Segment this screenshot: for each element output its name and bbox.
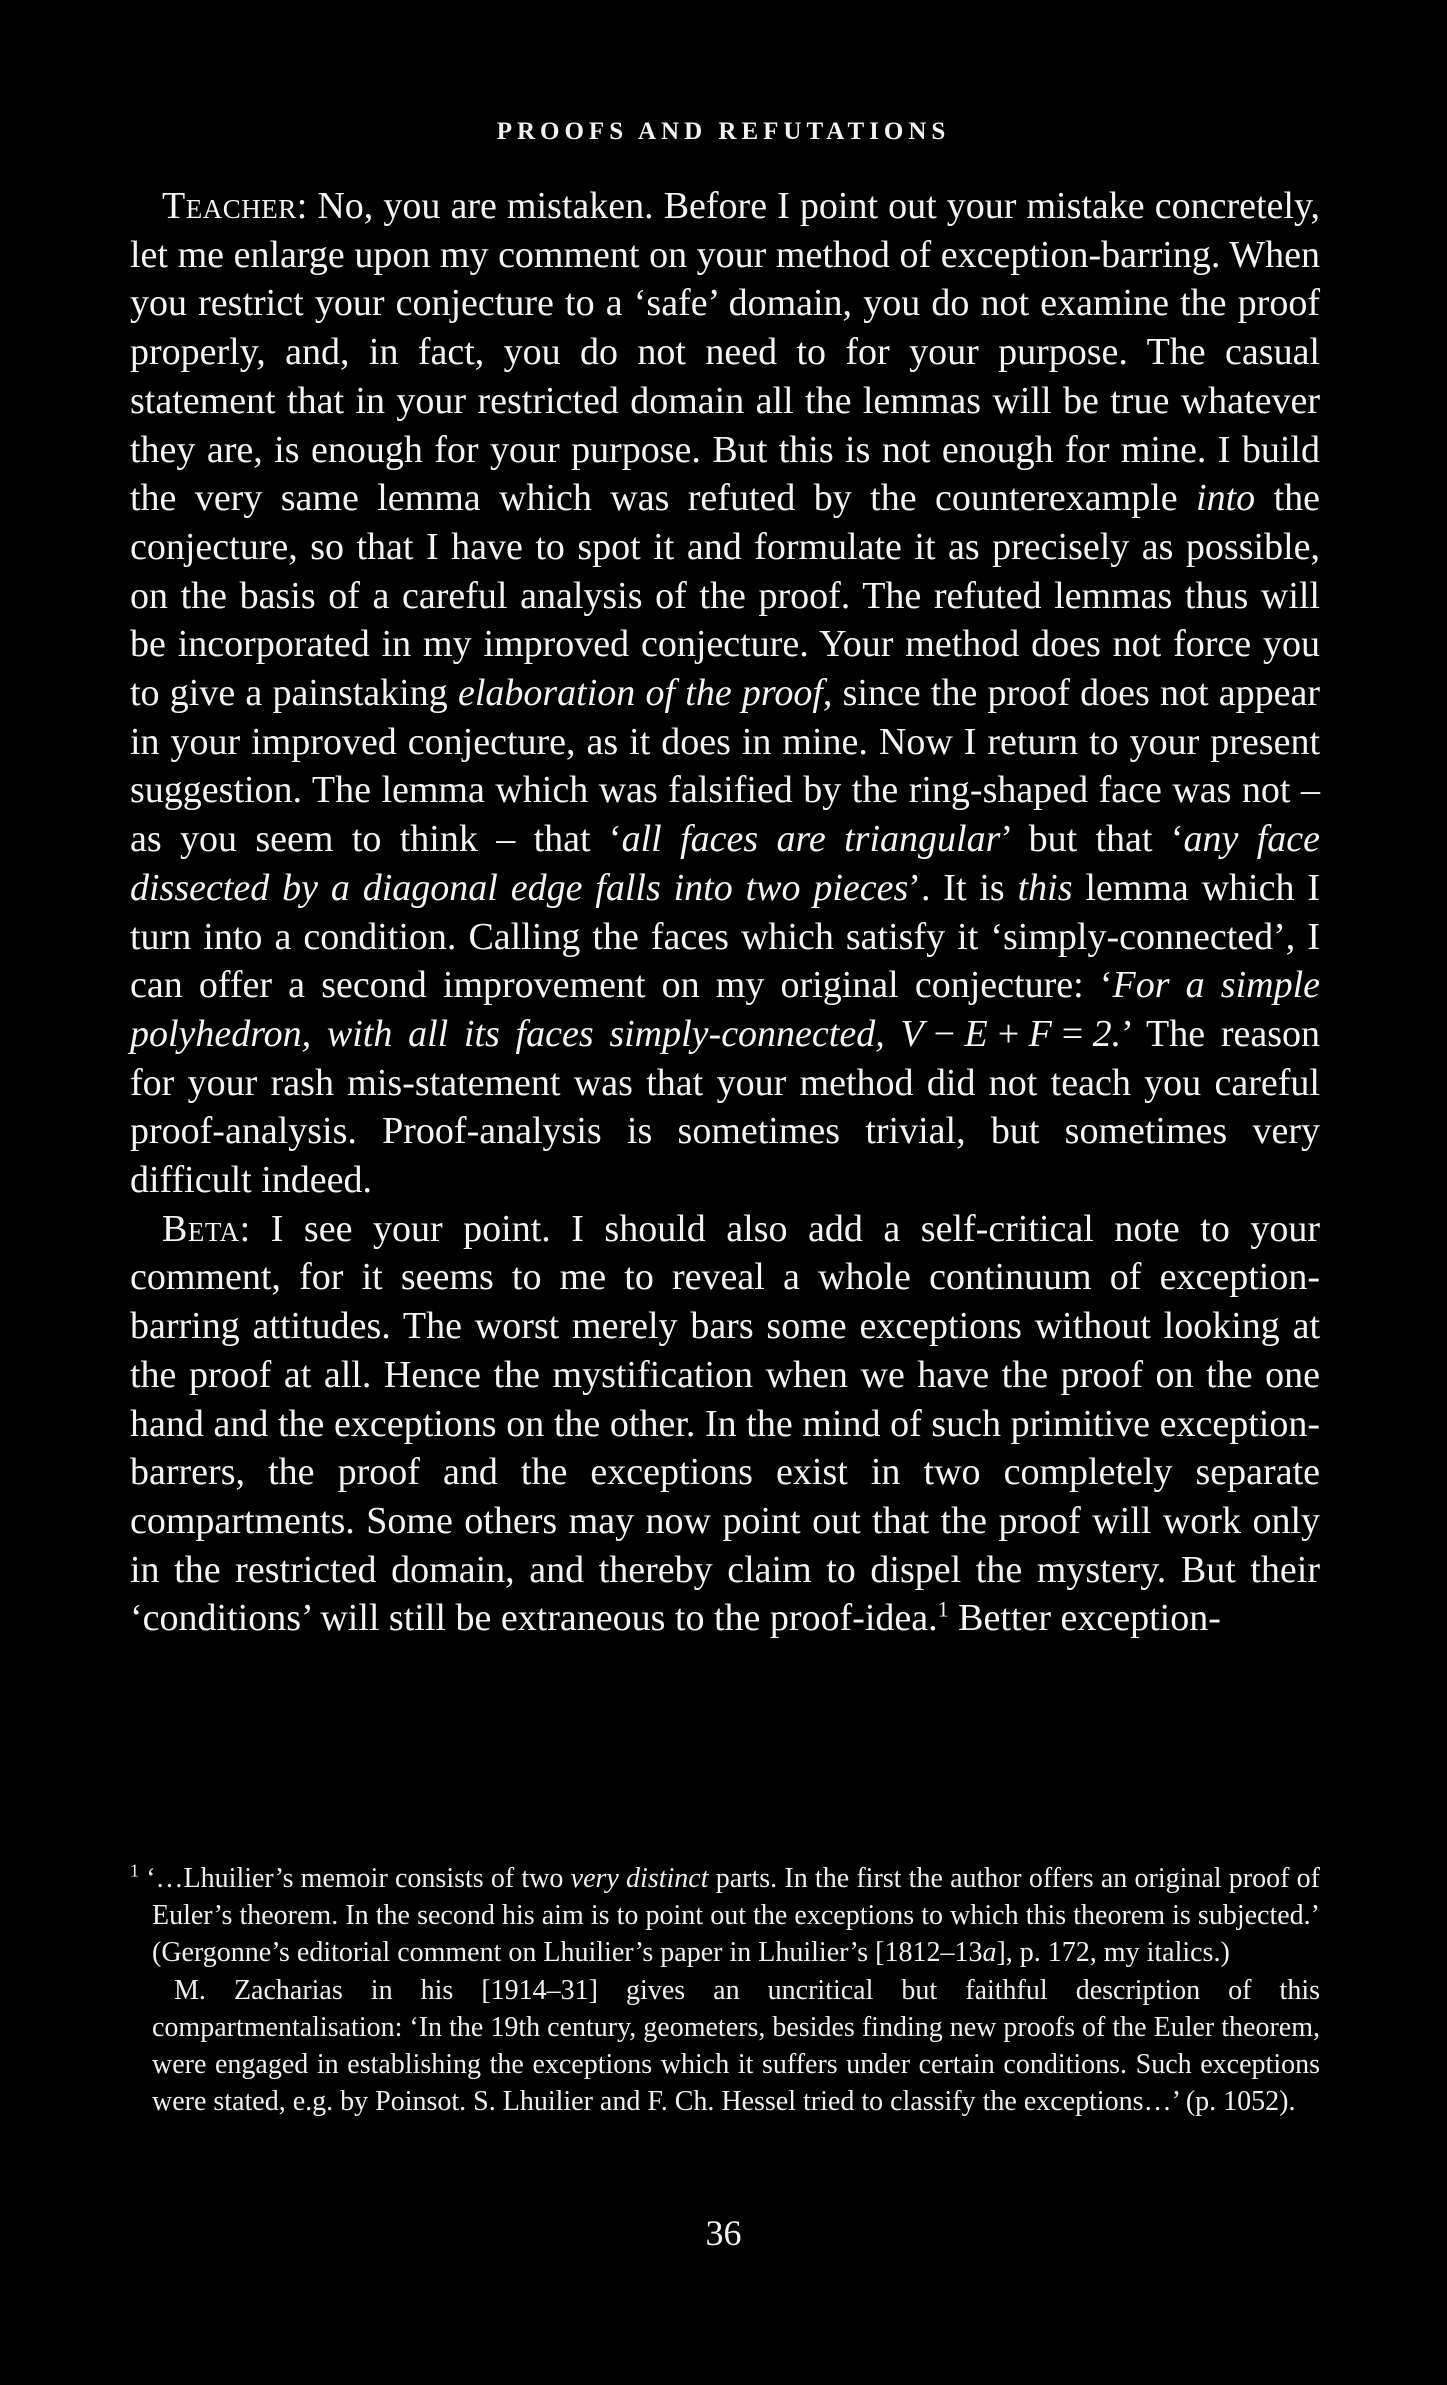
italic-text: very distinct	[570, 1863, 709, 1894]
running-head: PROOFS AND REFUTATIONS	[496, 118, 951, 145]
italic-text: For a simple polyhedron, with all its faces simply-connected, V − E + F = 2.	[130, 964, 1321, 1055]
italic-text: into	[1196, 477, 1256, 520]
text-run: , since the proof does not appear in your improved conjecture, as it does in mine. Now I return to your present suggestion. The lemma which was falsified by the ring-shaped face was not – as you seem to think – that ‘	[130, 672, 1320, 861]
paragraph-beta	[130, 1205, 1320, 1643]
text-run: M. Zacharias in his [1914–31] gives an uncritical but faithful description of this compartmentalisation: ‘In the 19th century, geometers, besides finding new proofs of the Euler theorem, were engaged in establishing the exceptions which it suffers under certain conditions. Such exceptions were stated, e.g. by Poinsot. S. Lhuilier and F. Ch. Hessel tried to classify the exceptions…’ (p. 1052).	[152, 1974, 1320, 2118]
speaker-label: Teacher	[162, 185, 297, 227]
text-run: : No, you are mistaken. Before I point out your mistake concretely, let me enlarge upon my comment on your method of exception-barring. When you restrict your conjecture to a ‘safe’ domain, you do not examine the proof properly, and, in fact, you do not need to for your purpose. The casual statement that in your restricted domain all the lemmas will be true whatever they are, is enough for your purpose. But this is not enough for mine. I build the very same lemma which was refuted by the counterexample	[130, 185, 1320, 520]
text-run: ‘…Lhuilier’s memoir consists of two	[146, 1863, 571, 1894]
italic-text: a	[982, 1937, 997, 1969]
italic-text: this	[1017, 866, 1073, 909]
footnote-reference[interactable]: 1	[937, 1596, 949, 1622]
text-run: lemma which I turn into a condition. Calling the faces which satisfy it ‘simply-connected’, I can offer a second improvement on my original conjecture: ‘	[130, 866, 1320, 1007]
text-run: ’ but that ‘	[1000, 818, 1184, 861]
text-run: ’ The reason for your rash mis-statement was that your method did not teach you careful proof-analysis. Proof-analysis is sometimes trivial, but sometimes very difficult indeed.	[130, 1012, 1320, 1202]
text-run: parts. In the first the author offers an original proof of Euler’s theorem. In the second his aim is to point out the exceptions to which this theorem is subjected.’ (Gergonne’s editorial comment on Lhuilier’s paper in Lhuilier’s [1812–13	[152, 1863, 1320, 1969]
text-run: ’. It is	[908, 866, 1018, 909]
text-run: Better exception-	[948, 1597, 1221, 1640]
italic-text: all faces are triangular	[621, 818, 1001, 861]
paragraph-teacher	[130, 182, 1320, 1205]
italic-text: any face dissected by a diagonal edge falls into two pieces	[130, 818, 1321, 909]
footnote-1-continuation	[130, 1972, 1320, 2121]
page-number: 36	[705, 2213, 742, 2253]
footnote-marker: 1	[130, 1860, 139, 1881]
text-run: the conjecture, so that I have to spot it and formulate it as precisely as possible, on the basis of a careful analysis of the proof. The refuted lemmas thus will be incorporated in my improved conjecture. Your method does not force you to give a painstaking	[130, 477, 1320, 715]
footnote-1	[130, 1860, 1320, 1972]
body-text	[130, 182, 1320, 1643]
text-run: ], p. 172, my italics.)	[996, 1937, 1230, 1969]
footnotes	[130, 1860, 1320, 2120]
text-run: : I see your point. I should also add a self-critical note to your comment, for it seems to me to reveal a whole continuum of exception-barring attitudes. The worst merely bars some exceptions without looking at the proof at all. Hence the mystification when we have the proof on the one hand and the exceptions on the other. In the mind of such primitive exception-barrers, the proof and the exceptions exist in two completely separate compartments. Some others may now point out that the proof will work only in the restricted domain, and thereby claim to dispel the mystery. But their ‘conditions’ will still be extraneous to the proof-idea.	[130, 1207, 1320, 1640]
speaker-label: Beta	[162, 1207, 240, 1250]
italic-text: elaboration of the proof	[457, 672, 823, 715]
